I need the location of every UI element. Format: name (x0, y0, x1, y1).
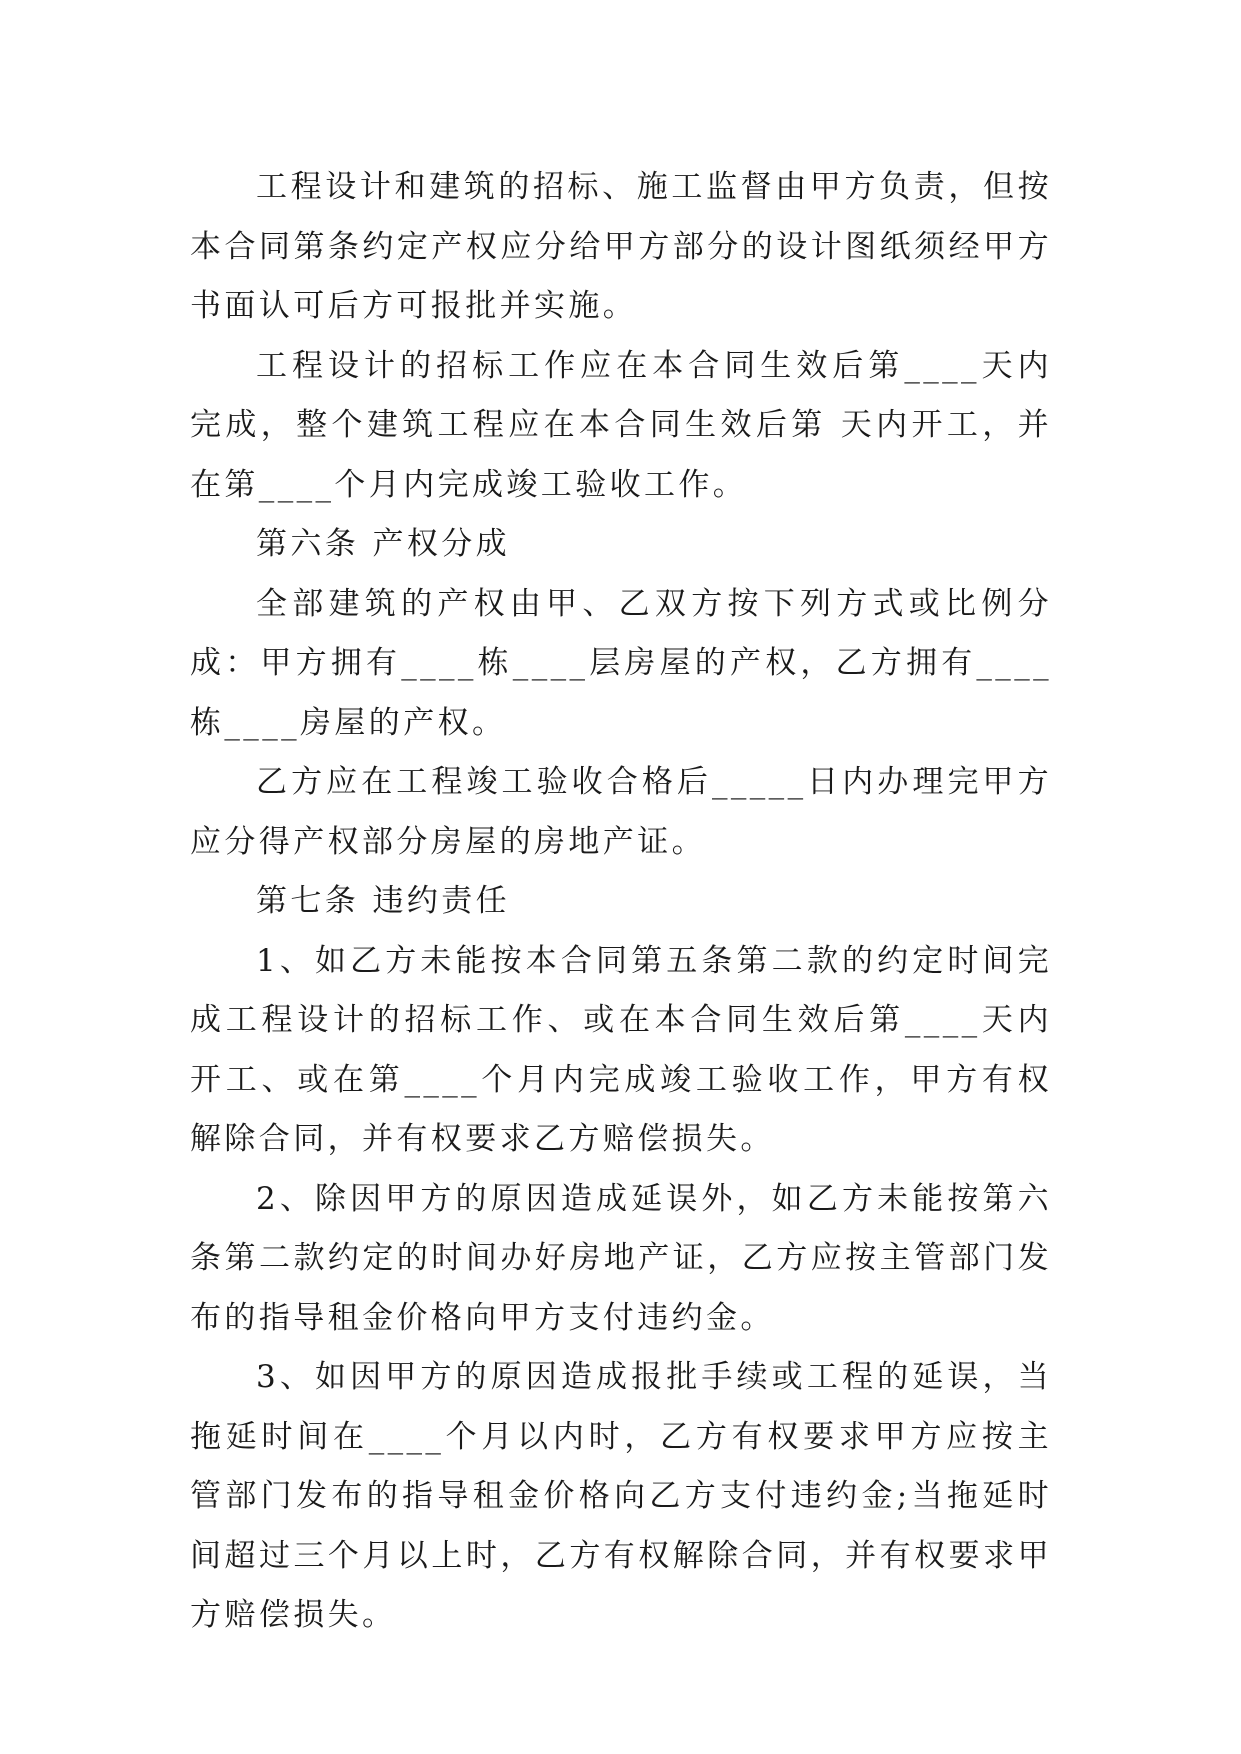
paragraph-property-division: 全部建筑的产权由甲、乙双方按下列方式或比例分成：甲方拥有____栋____层房屋的产权，乙方拥有____栋____房屋的产权。 (190, 585, 1052, 741)
document-body (190, 158, 1052, 1646)
section-heading-article-6: 第六条 产权分成 (256, 526, 511, 562)
paragraph-breach-clause-1: 1、如乙方未能按本合同第五条第二款的约定时间完成工程设计的招标工作、或在本合同生效后第____天内开工、或在第____个月内完成竣工验收工作，甲方有权解除合同，并有权要求乙方赔偿损失。 (190, 942, 1052, 1157)
paragraph-breach-clause-2: 2、除因甲方的原因造成延误外，如乙方未能按第六条第二款约定的时间办好房地产证，乙方应按主管部门发布的指导租金价格向甲方支付违约金。 (190, 1180, 1052, 1336)
paragraph-property-certificate: 乙方应在工程竣工验收合格后_____日内办理完甲方应分得产权部分房屋的房地产证。 (190, 764, 1052, 860)
paragraph-breach-clause-3: 3、如因甲方的原因造成报批手续或工程的延误，当拖延时间在____个月以内时，乙方有权要求甲方应按主管部门发布的指导租金价格向乙方支付违约金;当拖延时间超过三个月以上时，乙方有权解除合同，并有权要求甲方赔偿损失。 (190, 1359, 1052, 1633)
paragraph-design-bidding: 工程设计和建筑的招标、施工监督由甲方负责，但按本合同第条约定产权应分给甲方部分的设计图纸须经甲方书面认可后方可报批并实施。 (190, 169, 1052, 324)
section-heading-article-7: 第七条 违约责任 (256, 883, 511, 919)
paragraph-construction-schedule: 工程设计的招标工作应在本合同生效后第____天内完成，整个建筑工程应在本合同生效后第 天内开工，并在第____个月内完成竣工验收工作。 (190, 347, 1052, 503)
